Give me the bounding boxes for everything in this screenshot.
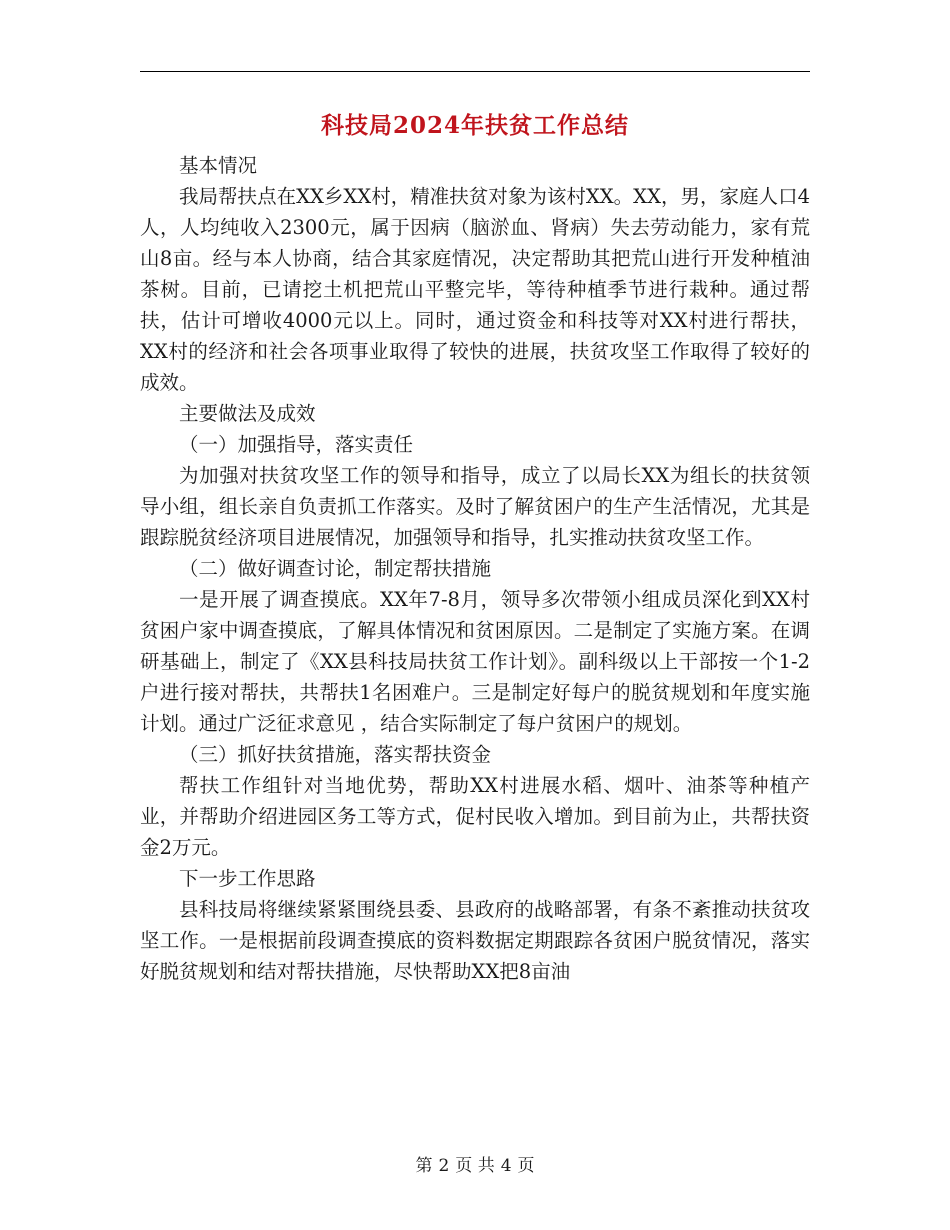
document-body: [140, 150, 810, 987]
paragraph-guidance: 为加强对扶贫攻坚工作的领导和指导，成立了以局长XX为组长的扶贫领导小组，组长亲自负责抓工作落实。及时了解贫困户的生产生活情况，尤其是跟踪脱贫经济项目进展情况，加强领导和指导，扎实推动扶贫攻坚工作。: [140, 464, 810, 549]
page-footer: [0, 1154, 950, 1178]
paragraph-measures: 帮扶工作组针对当地优势，帮助XX村进展水稻、烟叶、油茶等种植产业，并帮助介绍进园区务工等方式，促村民收入增加。到目前为止，共帮扶资金2万元。: [140, 774, 810, 859]
subheading-investigation: （二）做好调查讨论，制定帮扶措施: [179, 557, 492, 580]
page-total: 4: [500, 1156, 512, 1176]
footer-prefix: 第: [415, 1156, 433, 1176]
heading-next-steps: 下一步工作思路: [179, 867, 316, 890]
subheading-guidance: （一）加强指导，落实责任: [179, 433, 414, 456]
header-rule: [140, 71, 810, 72]
document-title: 科技局2024年扶贫工作总结: [320, 112, 629, 139]
heading-main-practices: 主要做法及成效: [179, 402, 316, 425]
subheading-measures: （三）抓好扶贫措施，落实帮扶资金: [179, 743, 492, 766]
heading-basic-situation: 基本情况: [179, 154, 258, 177]
footer-middle: 页 共: [455, 1156, 495, 1176]
paragraph-next-steps: 县科技局将继续紧紧围绕县委、县政府的战略部署，有条不紊推动扶贫攻坚工作。一是根据前段调查摸底的资料数据定期跟踪各贫困户脱贫情况，落实好脱贫规划和结对帮扶措施，尽快帮助XX把8亩油: [140, 898, 810, 983]
paragraph-investigation: 一是开展了调查摸底。XX年7-8月，领导多次带领小组成员深化到XX村贫困户家中调查摸底，了解具体情况和贫困原因。二是制定了实施方案。在调研基础上，制定了《XX县科技局扶贫工作计划》。副科级以上干部按一个1-2户进行接对帮扶，共帮扶1名困难户。三是制定好每户的脱贫规划和年度实施计划。通过广泛征求意见 ，结合实际制定了每户贫困户的规划。: [140, 588, 810, 735]
footer-suffix: 页: [517, 1156, 535, 1176]
page-number: 2: [438, 1156, 450, 1176]
paragraph-basic-situation: 我局帮扶点在XX乡XX村，精准扶贫对象为该村XX。XX，男，家庭人口4人，人均纯收入2300元，属于因病（脑淤血、肾病）失去劳动能力，家有荒山8亩。经与本人协商，结合其家庭情况，决定帮助其把荒山进行开发种植油茶树。目前，已请挖土机把荒山平整完毕，等待种植季节进行栽种。通过帮扶，估计可增收4000元以上。同时，通过资金和科技等对XX村进行帮扶，XX村的经济和社会各项事业取得了较快的进展，扶贫攻坚工作取得了较好的成效。: [140, 185, 810, 394]
